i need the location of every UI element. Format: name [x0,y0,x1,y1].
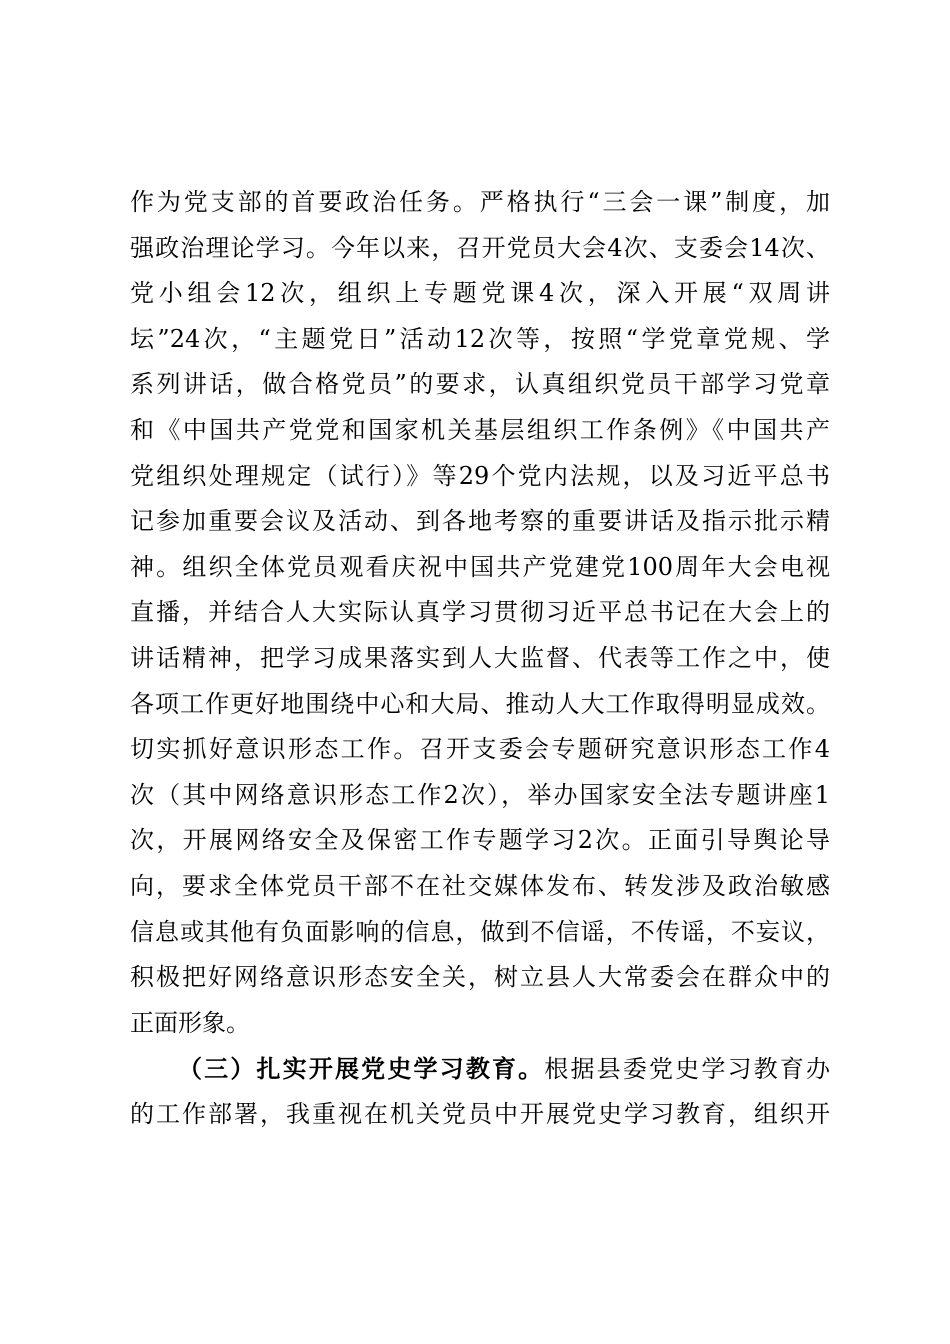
text-line: 信息或其他有负面影响的信息，做到不信谣，不传谣，不妄议， [130,917,830,946]
text-line: 系列讲话，做合格党员”的要求，认真组织党员干部学习党章 [130,370,830,399]
text-line: 各项工作更好地围绕中心和大局、推动人大工作取得明显成效。 [130,689,830,718]
text-line: 坛”24次，“主题党日”活动12次等，按照“学党章党规、学 [130,324,830,353]
text-line: 讲话精神，把学习成果落实到人大监督、代表等工作之中，使 [130,643,830,672]
text-line: 和《中国共产党党和国家机关基层组织工作条例》《中国共产 [130,415,830,444]
document-body [130,180,830,1137]
text-line: 神。组织全体党员观看庆祝中国共产党建党100周年大会电视 [130,552,830,581]
text-line: 向，要求全体党员干部不在社交媒体发布、转发涉及政治敏感 [130,871,830,900]
text-line: 正面形象。 [130,1008,250,1037]
text-line: 直播，并结合人大实际认真学习贯彻习近平总书记在大会上的 [130,598,830,627]
text-line: 次，开展网络安全及保密工作专题学习2次。正面引导舆论导 [130,826,830,855]
text-line [130,1046,830,1092]
text-line: 积极把好网络意识形态安全关，树立县人大常委会在群众中的 [130,963,830,992]
heading-line-rest: 根据县委党史学习教育办 [544,1055,831,1084]
section-heading: （三）扎实开展党史学习教育。 [178,1054,545,1084]
text-line: 作为党支部的首要政治任务。严格执行“三会一课”制度，加 [130,188,830,216]
text-line: 党小组会12次，组织上专题党课4次，深入开展“双周讲 [130,279,830,308]
paragraph-2 [130,1046,830,1137]
text-line: 次（其中网络意识形态工作2次），举办国家安全法专题讲座1 [130,780,830,809]
paragraph-1 [130,180,830,1046]
text-line: 党组织处理规定（试行）》等29个党内法规，以及习近平总书 [130,461,830,490]
text-line: 的工作部署，我重视在机关党员中开展党史学习教育，组织开 [130,1099,830,1128]
text-line: 记参加重要会议及活动、到各地考察的重要讲话及指示批示精 [130,507,830,536]
text-line: 强政治理论学习。今年以来，召开党员大会4次、支委会14次、 [130,233,830,262]
text-line: 切实抓好意识形态工作。召开支委会专题研究意识形态工作4 [130,735,830,764]
